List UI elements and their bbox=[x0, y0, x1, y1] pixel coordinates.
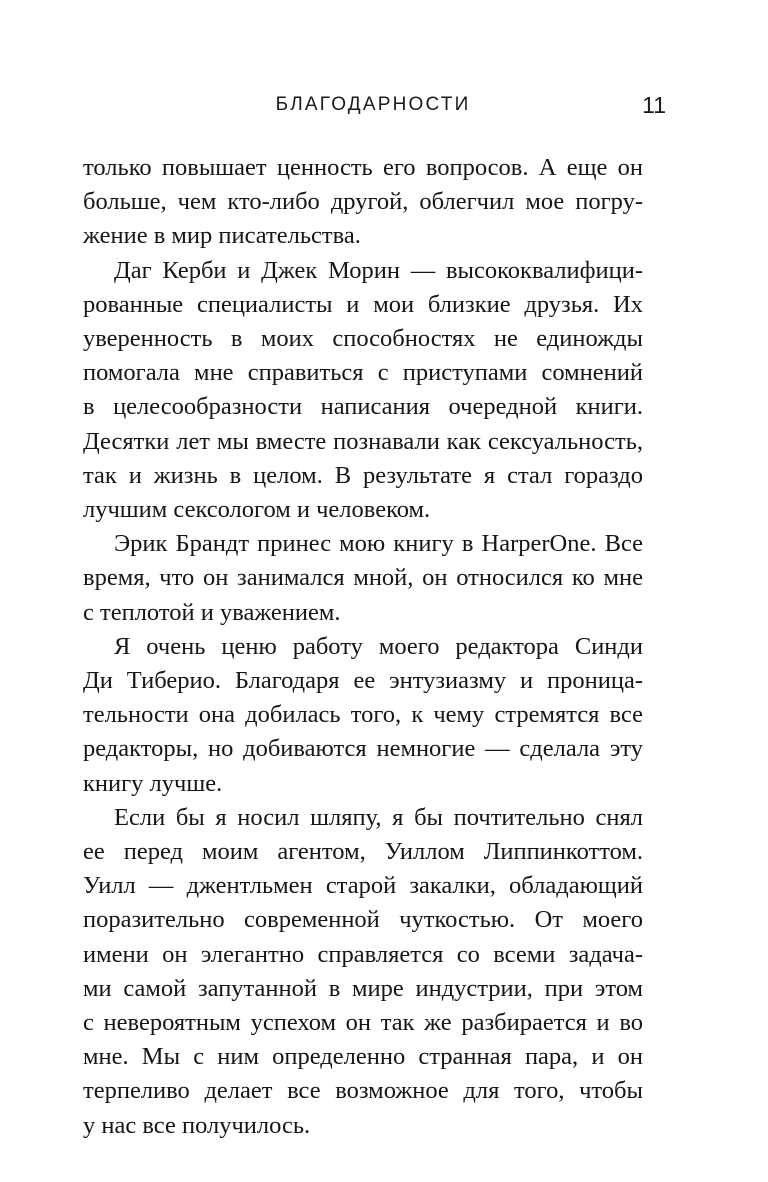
text-line: Я очень ценю работу моего редактора Синди bbox=[114, 632, 643, 660]
paragraph-4 bbox=[83, 630, 643, 801]
text-line: с теплотой и уважением. bbox=[83, 598, 341, 626]
body-text bbox=[83, 151, 643, 1143]
text-line: имени он элегантно справляется со всеми задача- bbox=[83, 940, 643, 968]
section-title: БЛАГОДАРНОСТИ bbox=[275, 94, 471, 115]
text-line: время, что он занимался мной, он относился ко мне bbox=[83, 564, 643, 592]
text-line: Уилл — джентльмен старой закалки, обладающий bbox=[83, 872, 643, 900]
text-line: Эрик Брандт принес мою книгу в HarperOne. Все bbox=[114, 530, 643, 558]
text-line: с невероятным успехом он так же разбирается и во bbox=[83, 1009, 643, 1037]
text-line: редакторы, но добиваются немногие — сделала эту bbox=[83, 735, 643, 763]
text-line: больше, чем кто-либо другой, облегчил мое погру- bbox=[83, 188, 643, 216]
running-header bbox=[80, 92, 666, 126]
text-line: рованные специалисты и мои близкие друзья. Их bbox=[83, 290, 643, 318]
text-line: Если бы я носил шляпу, я бы почтительно снял bbox=[114, 803, 643, 831]
text-line: в целесообразности написания очередной книги. bbox=[83, 393, 643, 421]
text-line: уверенность в моих способностях не единожды bbox=[83, 325, 643, 353]
text-line: жение в мир писательства. bbox=[83, 222, 361, 250]
text-line: у нас все получилось. bbox=[83, 1111, 311, 1139]
text-line: поразительно современной чуткостью. От моего bbox=[83, 906, 643, 934]
text-line: лучшим сексологом и человеком. bbox=[83, 496, 431, 524]
paragraph-2 bbox=[83, 254, 643, 528]
text-line: помогала мне справиться с приступами сомнений bbox=[83, 359, 643, 387]
paragraph-1 bbox=[83, 151, 643, 254]
text-line: терпеливо делает все возможное для того, чтобы bbox=[83, 1077, 643, 1105]
text-line: ми самой запутанной в мире индустрии, при этом bbox=[83, 974, 643, 1002]
text-line: мне. Мы с ним определенно странная пара, и он bbox=[83, 1043, 643, 1071]
paragraph-5 bbox=[83, 801, 643, 1143]
text-line: Даг Керби и Джек Морин — высококвалифици- bbox=[114, 256, 643, 284]
text-line: так и жизнь в целом. В результате я стал гораздо bbox=[83, 461, 643, 489]
text-line: ее перед моим агентом, Уиллом Липпинкоттом. bbox=[83, 838, 643, 866]
text-line: Десятки лет мы вместе познавали как сексуальность, bbox=[83, 427, 643, 455]
text-line: книгу лучше. bbox=[83, 769, 223, 797]
text-line: тельности она добилась того, к чему стремятся все bbox=[83, 701, 643, 729]
page-number: 11 bbox=[642, 92, 666, 118]
paragraph-3 bbox=[83, 527, 643, 630]
text-line: только повышает ценность его вопросов. А еще он bbox=[83, 154, 643, 181]
text-line: Ди Тиберио. Благодаря ее энтузиазму и проница- bbox=[83, 667, 643, 695]
